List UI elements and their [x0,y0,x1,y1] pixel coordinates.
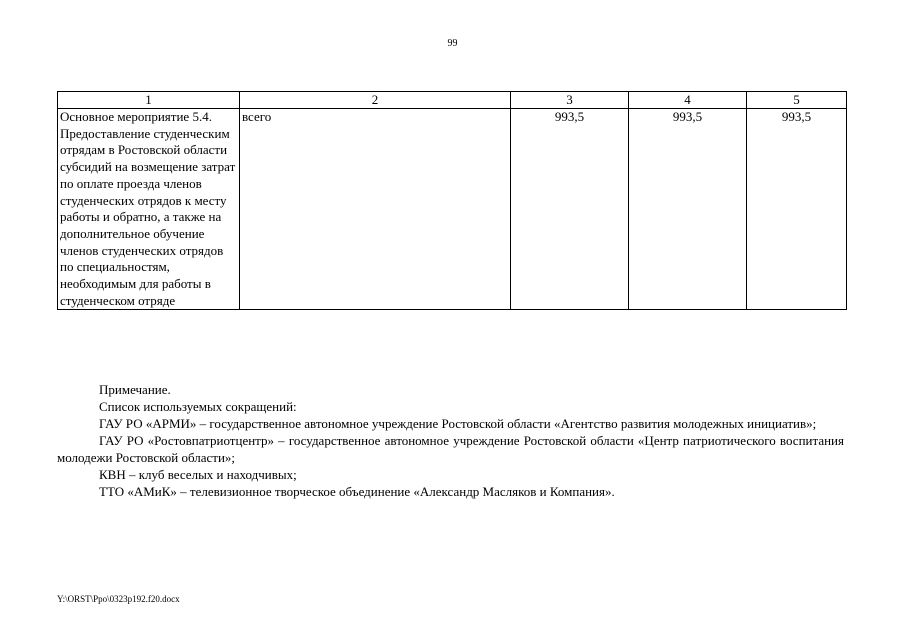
column-header-2: 2 [240,92,511,109]
table-row [58,109,847,310]
abbreviation-item: КВН – клуб веселых и находчивых; [99,467,297,482]
abbreviation-item: ТТО «АМиК» – телевизионное творческое объединение «Александр Масляков и Компания». [99,484,615,499]
abbreviation-item: ГАУ РО «Ростовпатриотцентр» – государственное автономное учреждение Ростовской области «Центр патриотического воспитания молодежи Ростовской области»; [57,433,844,465]
column-header-5: 5 [747,92,847,109]
funding-source-cell: всего [240,109,511,310]
value-cell-3: 993,5 [511,109,629,310]
value-cell-4: 993,5 [629,109,747,310]
abbreviations-intro: Список используемых сокращений: [99,399,297,414]
data-table [57,91,847,310]
notes-section [57,381,844,500]
page-number: 99 [447,38,458,49]
abbreviation-item: ГАУ РО «АРМИ» – государственное автономное учреждение Ростовской области «Агентство развития молодежных инициатив»; [99,416,817,431]
table-header-row [58,92,847,109]
column-header-4: 4 [629,92,747,109]
column-header-1: 1 [58,92,240,109]
value-cell-5: 993,5 [747,109,847,310]
column-header-3: 3 [511,92,629,109]
notes-title: Примечание. [99,382,171,397]
footer-file-path: Y:\ORST\Ppo\0323p192.f20.docx [57,594,180,604]
activity-name-cell: Основное мероприятие 5.4. Предоставление студенческим отрядам в Ростовской области субсидий на возмещение затрат по оплате проезда членов студенческих отрядов к месту работы и обратно, а также на дополнительное обучение членов студенческих отрядов по специальностям, необходимым для работы в студенческом отряде [58,109,240,310]
